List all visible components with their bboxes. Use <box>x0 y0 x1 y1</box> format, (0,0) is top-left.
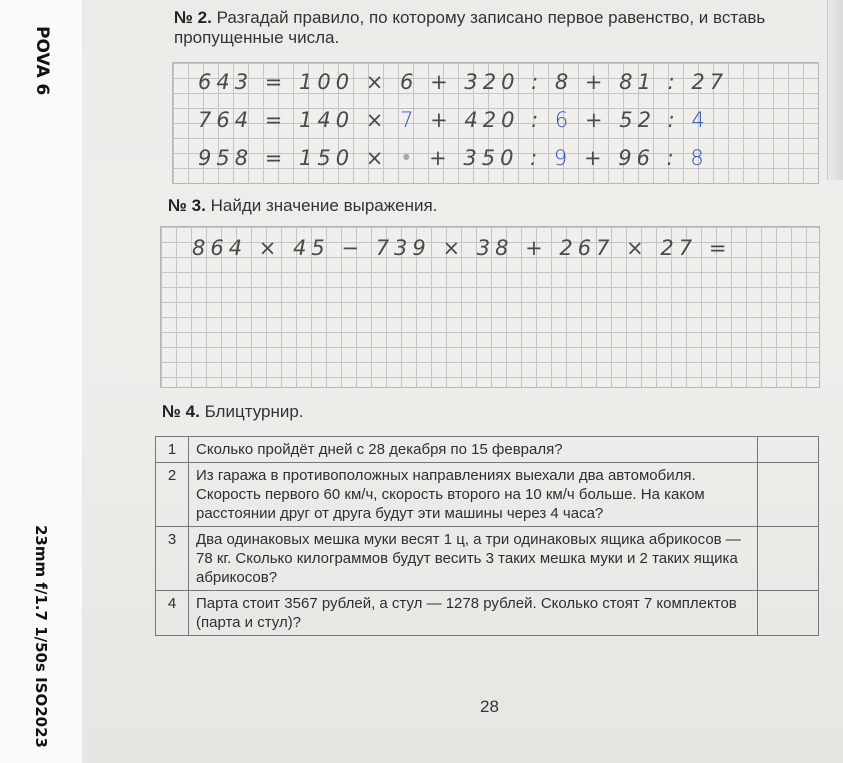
row-number: 1 <box>156 437 189 463</box>
task3-number: № 3. <box>168 196 206 215</box>
task2-line3-answer-c: 8 <box>690 146 709 170</box>
task4-number: № 4. <box>162 402 200 421</box>
row-answer-cell[interactable] <box>758 463 819 527</box>
task4-title: Блицтурнир. <box>204 402 304 421</box>
row-question: Сколько пройдёт дней с 28 декабря по 15 февраля? <box>189 437 758 463</box>
row-number: 4 <box>156 591 189 636</box>
row-answer-cell[interactable] <box>758 591 819 636</box>
row-question: Два одинаковых мешка муки весят 1 ц, а три одинаковых ящика абрикосов — 78 кг. Сколько килограммов будут весить 3 таких мешка муки и 2 таких ящика абрикосов? <box>189 527 758 591</box>
row-number: 3 <box>156 527 189 591</box>
task2-line3-answer-b: 9 <box>553 146 573 170</box>
task2-line3-blank: • <box>400 146 418 170</box>
task2-line2-answer-b: 6 <box>554 108 574 132</box>
camera-model-label: POVA 6 <box>32 26 52 96</box>
row-number: 2 <box>156 463 189 527</box>
task2-line2-answer-c: 4 <box>691 108 710 132</box>
task2-line3-prefix: 958 = 150 × <box>198 146 401 170</box>
task2-line3 <box>198 146 709 170</box>
camera-settings-label: 23mm f/1.7 1/50s ISO2023 <box>32 525 50 748</box>
task2-line3-mid2: + 96 : <box>572 146 691 170</box>
task3-expression: 864 × 45 − 739 × 38 + 267 × 27 = <box>192 236 732 260</box>
table-row <box>156 591 819 636</box>
task2-line2-answer-a: 7 <box>400 108 419 132</box>
task2-line2-mid2: + 52 : <box>573 108 692 132</box>
row-answer-cell[interactable] <box>758 527 819 591</box>
table-row <box>156 437 819 463</box>
task2-line1: 643 = 100 × 6 + 320 : 8 + 81 : 27 <box>198 70 729 94</box>
row-question: Из гаража в противоположных направлениях выехали два автомобиля. Скорость первого 60 км/ч, скорость второго на 10 км/ч больше. На каком расстоянии друг от друга будут эти машины через 4 часа? <box>189 463 758 527</box>
task3-heading <box>168 196 437 216</box>
task2-title: Разгадай правило, по которому записано первое равенство, и вставь пропущенные числа. <box>174 8 766 47</box>
task3-title: Найди значение выражения. <box>210 196 438 215</box>
row-question: Парта стоит 3567 рублей, а стул — 1278 рублей. Сколько стоят 7 комплектов (парта и стул)? <box>189 591 758 636</box>
row-answer-cell[interactable] <box>758 437 819 463</box>
task2-heading <box>174 8 814 48</box>
task2-line2-prefix: 764 = 140 × <box>198 108 401 132</box>
task2-line2-mid: + 420 : <box>418 108 555 132</box>
page-edge <box>827 0 843 180</box>
table-row <box>156 527 819 591</box>
page-number: 28 <box>480 697 499 716</box>
task2-line3-mid: + 350 : <box>417 146 554 170</box>
blitz-table <box>155 436 819 636</box>
workbook-page <box>82 0 843 763</box>
task4-heading <box>162 402 304 422</box>
table-row <box>156 463 819 527</box>
task2-line2 <box>198 108 710 132</box>
task2-number: № 2. <box>174 8 212 27</box>
